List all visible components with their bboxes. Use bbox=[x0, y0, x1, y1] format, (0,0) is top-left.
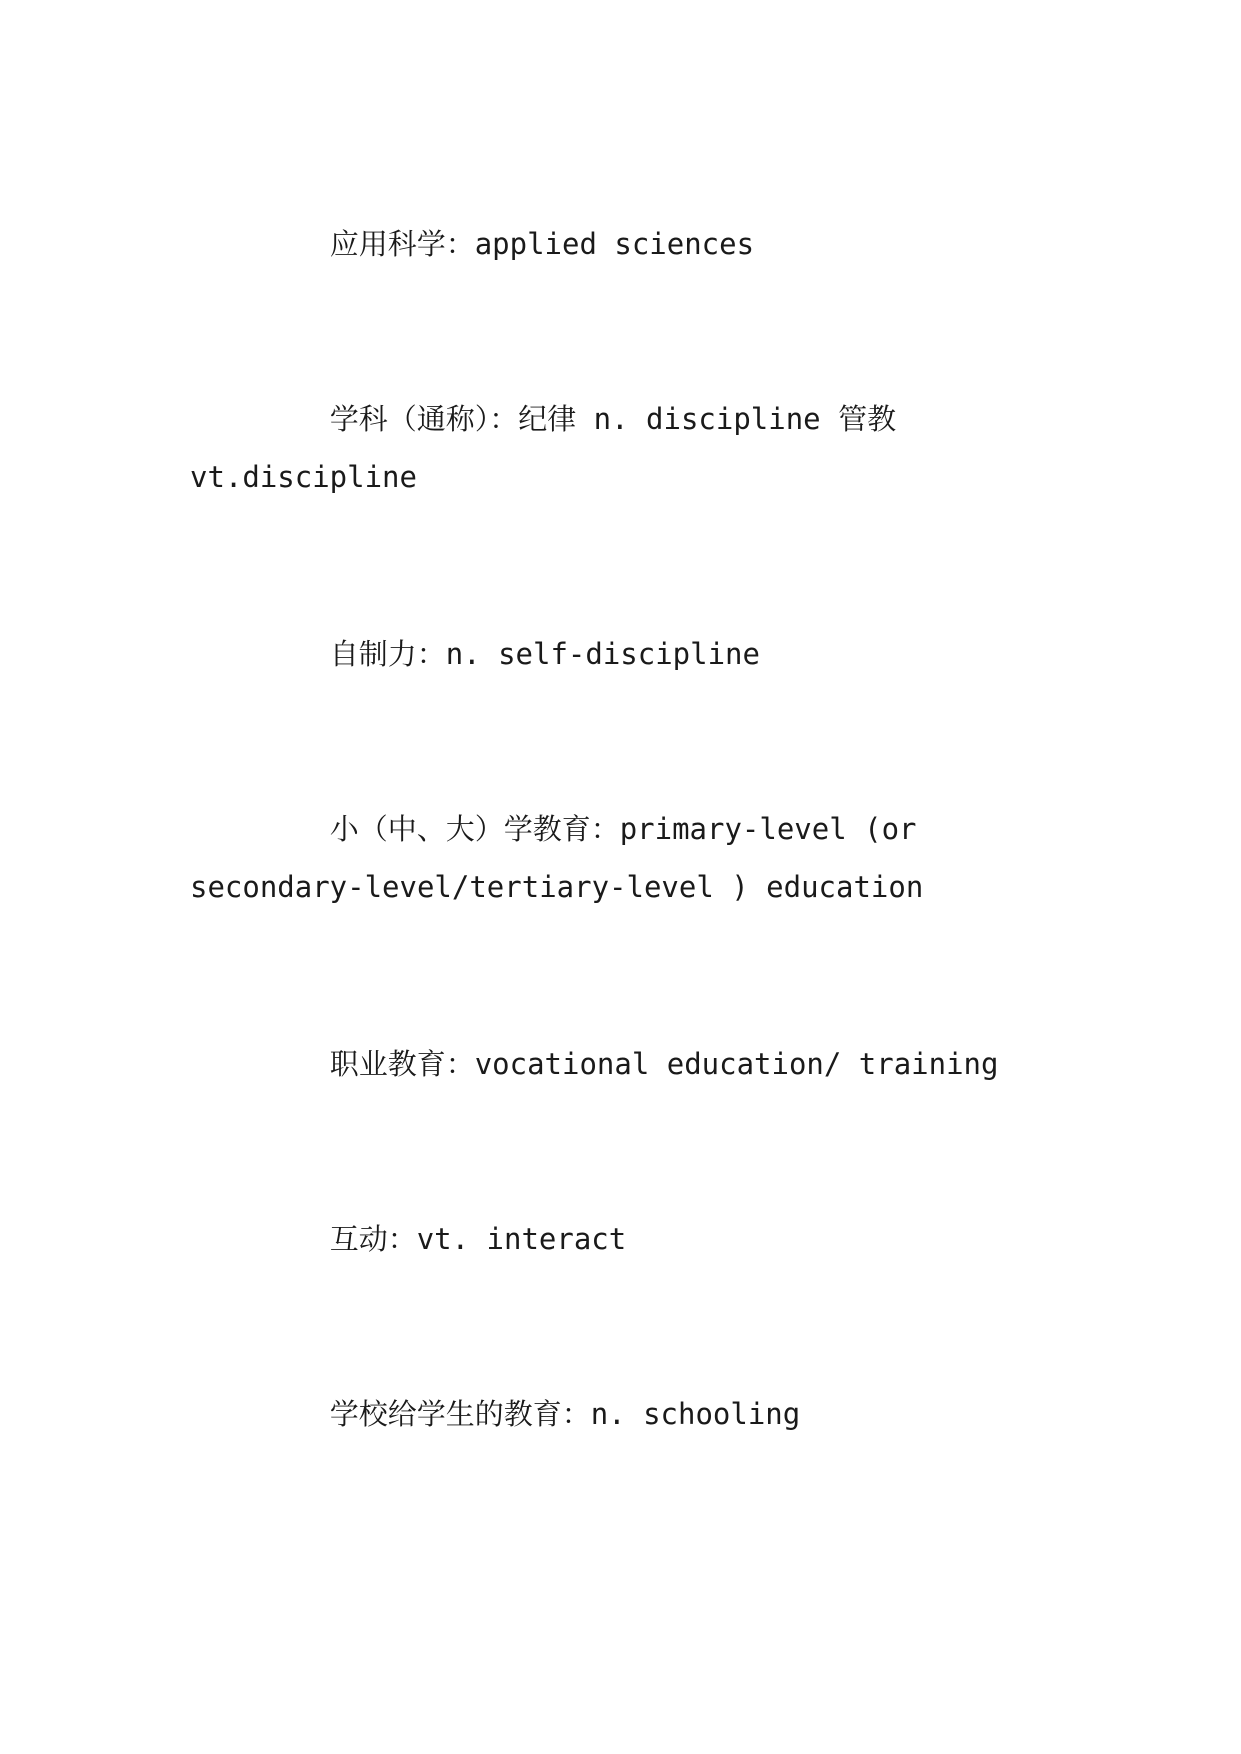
entry-self-discipline: 自制力：n. self-discipline bbox=[190, 637, 760, 671]
entry-vocational-education: 职业教育：vocational education/ training bbox=[190, 1047, 999, 1081]
entry-education-levels: 小（中、大）学教育：primary-level (or secondary-level/tertiary-level ) education bbox=[190, 812, 934, 904]
entry-discipline: 学科（通称）：纪律 n. discipline 管教 vt.discipline bbox=[190, 402, 914, 494]
entry-applied-sciences: 应用科学：applied sciences bbox=[190, 227, 755, 261]
entry-interact: 互动：vt. interact bbox=[190, 1222, 627, 1256]
entry-schooling: 学校给学生的教育：n. schooling bbox=[190, 1397, 801, 1431]
